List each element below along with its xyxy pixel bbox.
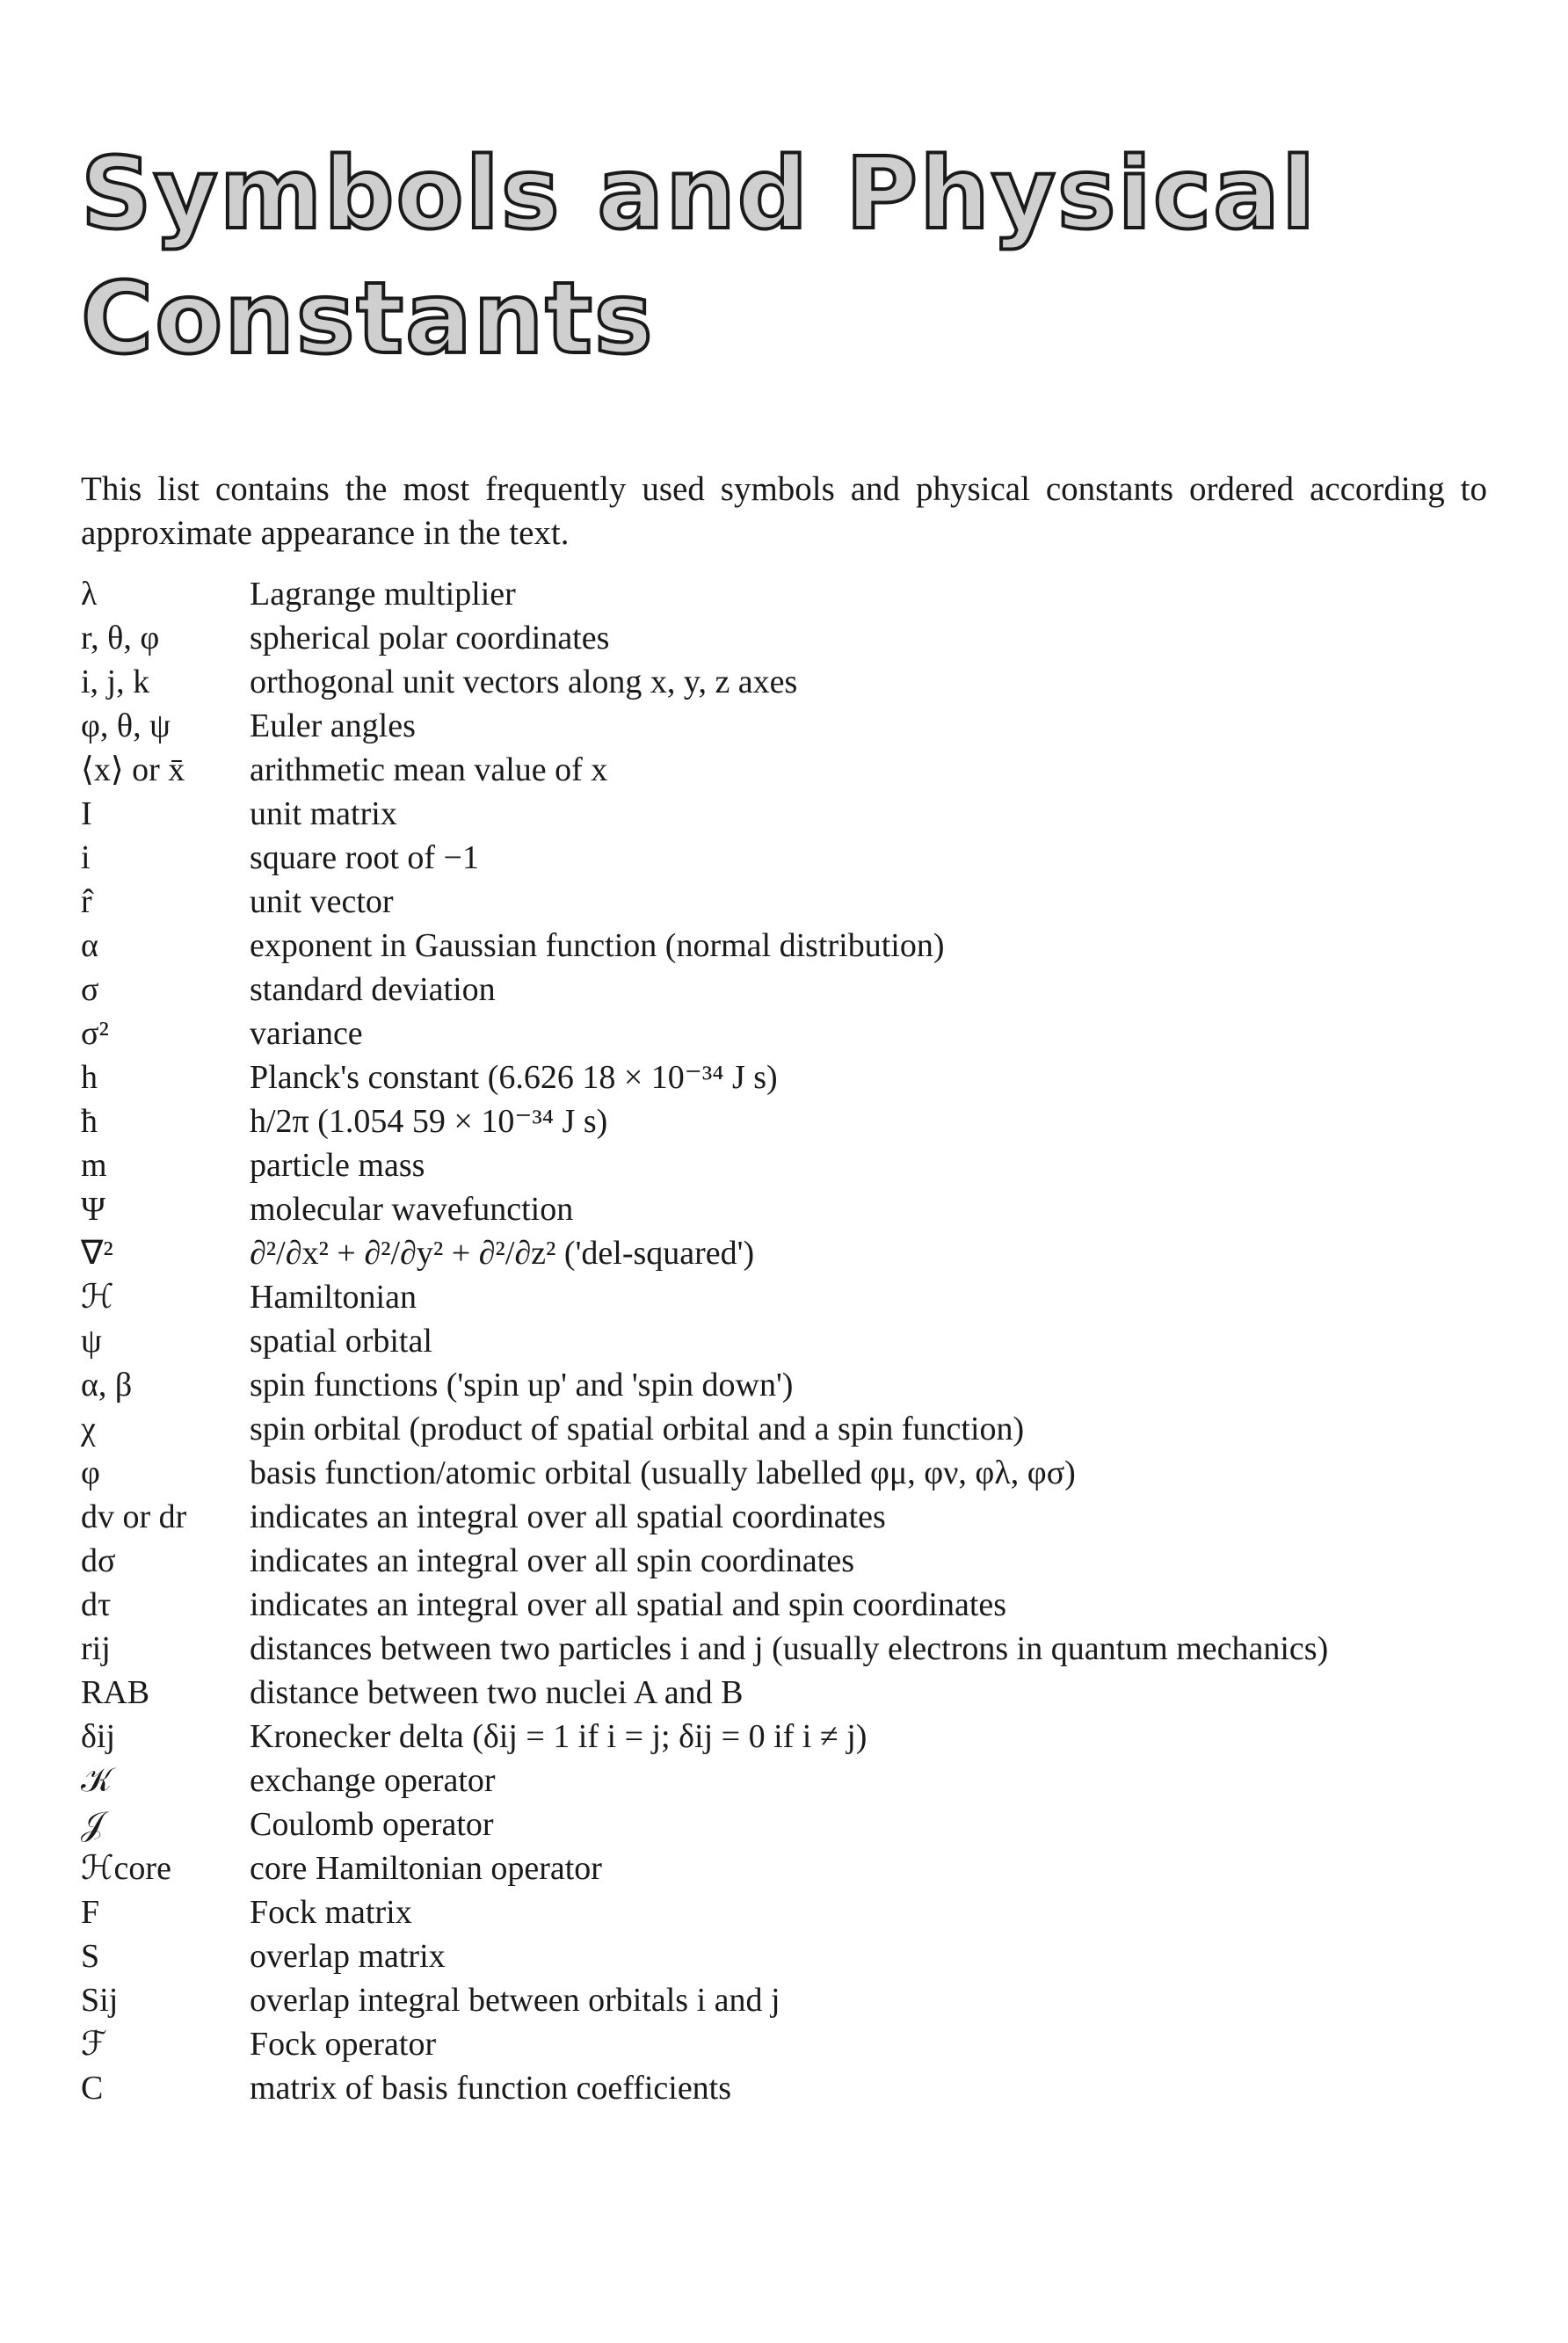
symbol-description: Coulomb operator: [250, 1806, 494, 1843]
symbol-row: [81, 1407, 1522, 1451]
symbol-term: i, j, k: [81, 664, 150, 700]
symbol-description: unit matrix: [250, 795, 397, 832]
symbol-description: particle mass: [250, 1147, 425, 1184]
symbol-row: [81, 924, 1522, 968]
title-line-2: Constants: [81, 262, 655, 376]
symbol-row: [81, 748, 1522, 792]
symbol-description: arithmetic mean value of x: [250, 751, 608, 788]
symbol-description: h/2π (1.054 59 × 10⁻³⁴ J s): [250, 1103, 608, 1140]
symbol-term: ℋ: [81, 1279, 114, 1316]
symbol-term: RAB: [81, 1674, 150, 1711]
symbol-row: [81, 1231, 1522, 1275]
symbol-term: F: [81, 1894, 100, 1931]
symbol-description: distance between two nuclei A and B: [250, 1674, 744, 1711]
symbol-term: r̂: [81, 883, 92, 920]
symbol-row: [81, 1627, 1522, 1671]
symbol-row: [81, 1319, 1522, 1363]
symbol-description: Euler angles: [250, 707, 416, 744]
symbol-term: I: [81, 795, 92, 832]
symbol-term: h: [81, 1059, 98, 1096]
symbol-term: S: [81, 1938, 100, 1975]
symbol-row: [81, 1890, 1522, 1934]
symbol-row: [81, 1143, 1522, 1187]
symbol-term: ⟨x⟩ or x̄: [81, 751, 185, 788]
symbol-term: dσ: [81, 1542, 116, 1579]
symbol-term: ψ: [81, 1323, 102, 1360]
symbol-description: Lagrange multiplier: [250, 576, 516, 613]
symbol-term: r, θ, φ: [81, 620, 160, 656]
symbol-description: molecular wavefunction: [250, 1191, 574, 1228]
symbol-description: spherical polar coordinates: [250, 620, 610, 656]
symbol-description: overlap integral between orbitals i and j: [250, 1982, 780, 2019]
page-title: [81, 132, 1317, 381]
symbol-term: α, β: [81, 1367, 133, 1404]
symbol-row: [81, 1451, 1522, 1495]
symbol-term: δij: [81, 1718, 116, 1755]
symbol-description: matrix of basis function coefficients: [250, 2070, 732, 2107]
symbol-term: Ψ: [81, 1191, 106, 1228]
symbol-row: [81, 1187, 1522, 1231]
symbol-description: Fock matrix: [250, 1894, 412, 1931]
symbol-term: χ: [81, 1411, 96, 1447]
symbol-description: indicates an integral over all spin coordinates: [250, 1542, 854, 1579]
symbol-term: ℱ: [81, 2026, 107, 2063]
title-line-1: Symbols and Physical: [81, 137, 1318, 251]
symbol-row: [81, 836, 1522, 880]
symbol-row: [81, 1846, 1522, 1890]
symbol-row: [81, 1583, 1522, 1627]
symbol-row: [81, 792, 1522, 836]
symbol-term: φ, θ, ψ: [81, 707, 171, 744]
symbol-row: [81, 1012, 1522, 1055]
symbol-description: Kronecker delta (δij = 1 if i = j; δij = 0 if i ≠ j): [250, 1718, 867, 1755]
symbol-description: exponent in Gaussian function (normal distribution): [250, 927, 945, 964]
symbol-row: [81, 1715, 1522, 1759]
symbol-description: exchange operator: [250, 1762, 496, 1799]
symbol-description: variance: [250, 1015, 363, 1052]
symbol-term: σ: [81, 971, 99, 1008]
symbol-term: φ: [81, 1454, 100, 1491]
symbol-description: standard deviation: [250, 971, 496, 1008]
symbol-row: [81, 1759, 1522, 1803]
symbol-description: Planck's constant (6.626 18 × 10⁻³⁴ J s): [250, 1059, 778, 1096]
symbol-term: λ: [81, 576, 98, 613]
symbol-term: ħ: [81, 1103, 98, 1140]
symbol-term: ℋcore: [81, 1850, 171, 1887]
symbol-row: [81, 1099, 1522, 1143]
symbol-description: ∂²/∂x² + ∂²/∂y² + ∂²/∂z² ('del-squared'): [250, 1235, 755, 1272]
symbol-description: indicates an integral over all spatial and spin coordinates: [250, 1586, 1007, 1623]
symbol-row: [81, 968, 1522, 1012]
symbol-description: unit vector: [250, 883, 394, 920]
symbol-row: [81, 880, 1522, 924]
symbol-description: spatial orbital: [250, 1323, 432, 1360]
symbol-list: [81, 572, 1522, 2110]
symbol-row: [81, 616, 1522, 660]
symbol-row: [81, 1934, 1522, 1978]
symbol-description: indicates an integral over all spatial coordinates: [250, 1498, 886, 1535]
symbol-term: σ²: [81, 1015, 109, 1052]
symbol-row: [81, 1539, 1522, 1583]
symbol-term: dv or dr: [81, 1498, 187, 1535]
symbol-description: distances between two particles i and j (usually electrons in quantum mechanics): [250, 1630, 1329, 1667]
symbol-description: spin functions ('spin up' and 'spin down'): [250, 1367, 794, 1404]
symbol-description: square root of −1: [250, 839, 479, 876]
symbol-description: core Hamiltonian operator: [250, 1850, 602, 1887]
symbol-term: i: [81, 839, 91, 876]
symbol-term: α: [81, 927, 98, 964]
symbol-row: [81, 1671, 1522, 1715]
symbol-row: [81, 704, 1522, 748]
symbol-term: C: [81, 2070, 104, 2107]
symbol-row: [81, 1803, 1522, 1846]
symbol-row: [81, 1363, 1522, 1407]
symbol-term: rij: [81, 1630, 111, 1667]
symbol-description: spin orbital (product of spatial orbital and a spin function): [250, 1411, 1025, 1447]
intro-paragraph: This list contains the most frequently used symbols and physical constants ordered according to approximate appearance in the text.: [81, 470, 1487, 552]
symbol-term: ∇²: [81, 1235, 113, 1272]
symbol-row: [81, 1978, 1522, 2022]
symbol-row: [81, 1495, 1522, 1539]
symbol-description: Hamiltonian: [250, 1279, 417, 1316]
symbol-description: orthogonal unit vectors along x, y, z axes: [250, 664, 798, 700]
symbol-row: [81, 2022, 1522, 2066]
symbol-term: dτ: [81, 1586, 112, 1623]
symbol-term: 𝒥: [81, 1806, 105, 1843]
symbol-term: Sij: [81, 1982, 119, 2019]
symbol-description: Fock operator: [250, 2026, 437, 2063]
symbol-description: overlap matrix: [250, 1938, 446, 1975]
symbol-row: [81, 660, 1522, 704]
symbol-row: [81, 1275, 1522, 1319]
symbol-row: [81, 572, 1522, 616]
symbol-row: [81, 2066, 1522, 2110]
symbol-description: basis function/atomic orbital (usually labelled φμ, φν, φλ, φσ): [250, 1454, 1076, 1491]
symbol-term: m: [81, 1147, 107, 1184]
symbol-term: 𝒦: [81, 1762, 113, 1799]
symbol-row: [81, 1055, 1522, 1099]
